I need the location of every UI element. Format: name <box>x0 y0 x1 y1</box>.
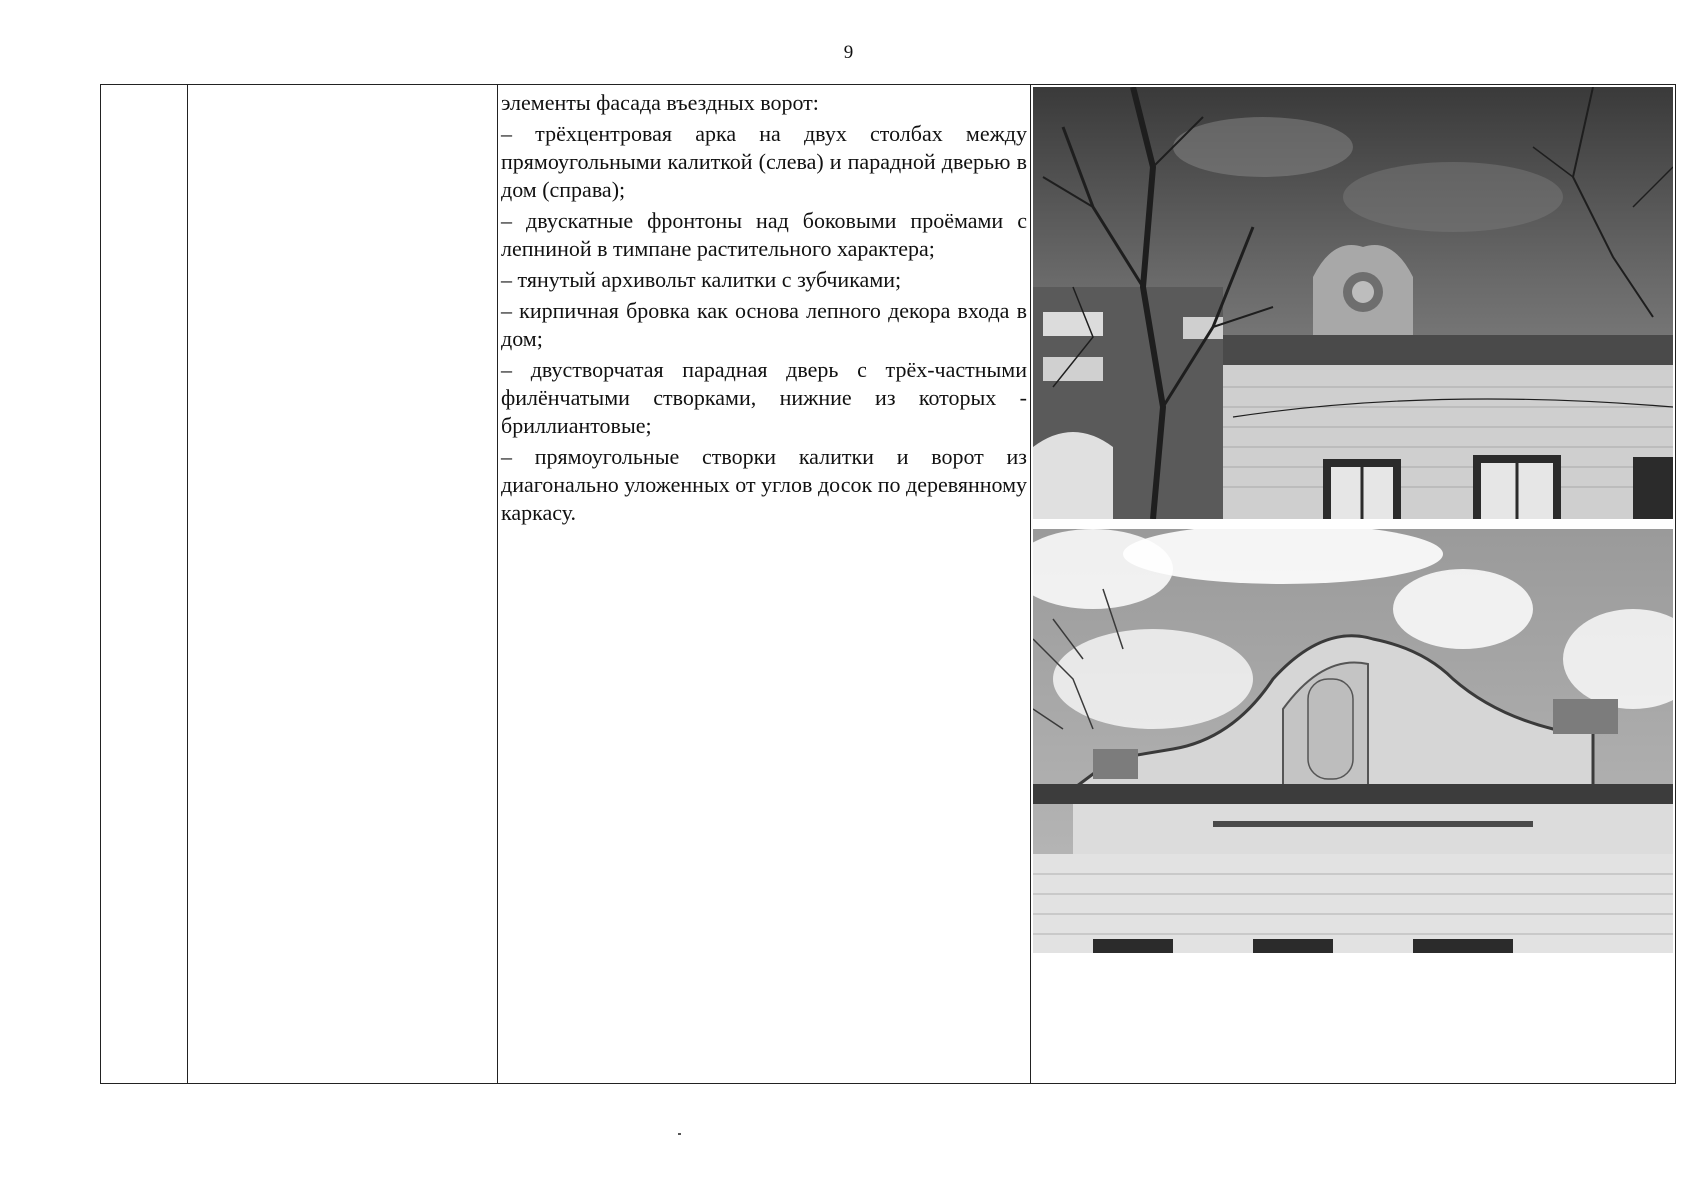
feature-list <box>501 120 1027 527</box>
table-cell-photos <box>1031 85 1675 1083</box>
list-item: – кирпичная бровка как основа лепного декора входа в дом; <box>501 298 1027 351</box>
description-intro: элементы фасада въездных ворот: <box>501 90 819 115</box>
facade-photo-graphic <box>1033 87 1673 519</box>
facade-photo <box>1033 87 1673 519</box>
pediment-photo-graphic <box>1033 529 1673 953</box>
table-cell-description <box>498 85 1031 1083</box>
pediment-photo <box>1033 529 1673 953</box>
table-cell-number <box>101 85 188 1083</box>
page-number: 9 <box>843 42 854 63</box>
table-cell-object-name <box>188 85 498 1083</box>
list-item: – прямоугольные створки калитки и ворот из диагонально уложенных от углов досок по деревянному каркасу. <box>501 444 1027 525</box>
list-item: – тянутый архивольт калитки с зубчиками; <box>501 267 902 292</box>
list-item: – трёхцентровая арка на двух столбах между прямоугольными калиткой (слева) и парадной дверью в дом (справа); <box>501 121 1027 202</box>
heritage-table <box>100 84 1676 1084</box>
list-item: – двускатные фронтоны над боковыми проёмами с лепниной в тимпане растительного характера; <box>501 208 1027 261</box>
list-item: – двустворчатая парадная дверь с трёх-частными филёнчатыми створками, нижние из которых - бриллиантовые; <box>501 357 1027 438</box>
scan-artifact <box>678 1133 681 1135</box>
